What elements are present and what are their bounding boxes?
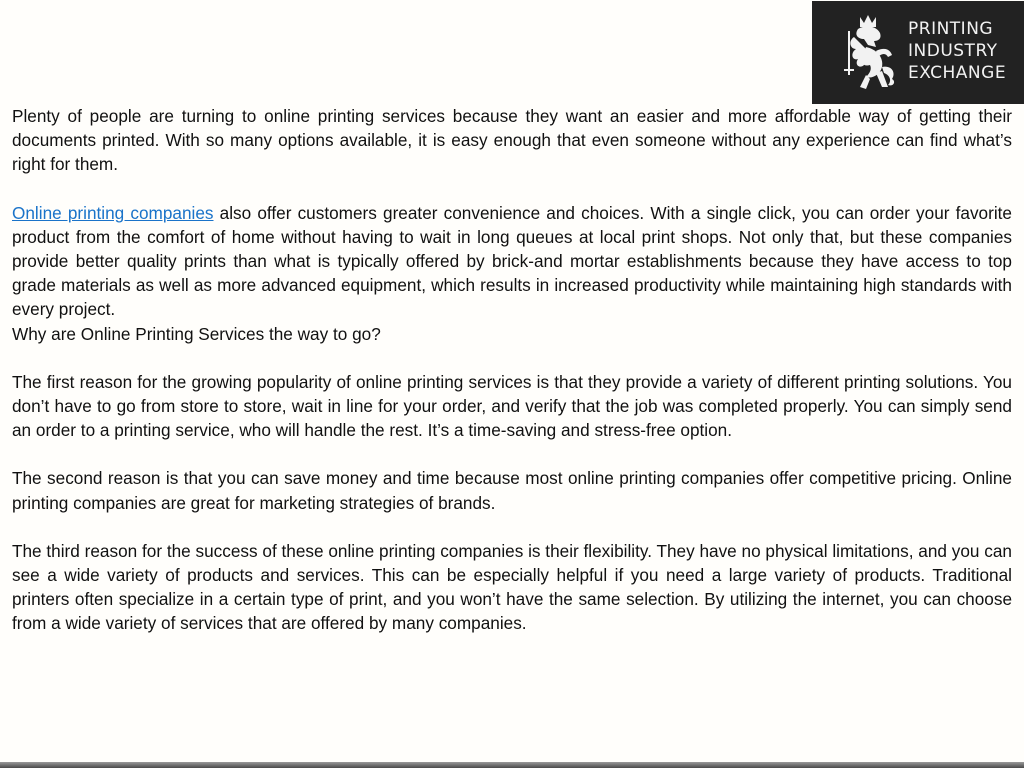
section-heading: Why are Online Printing Services the way to go?: [12, 323, 381, 344]
logo-line-3: EXCHANGE: [908, 63, 1007, 83]
paragraph-online-companies: [12, 201, 1012, 322]
bottom-divider: [0, 762, 1024, 768]
paragraph-first-reason: The first reason for the growing popularity of online printing services is that they provide a variety of different printing solutions. You don’t have to go from store to store, wait in line for your order, and verify that the job was completed properly. You can simply send an order to a printing service, who will handle the rest. It’s a time-saving and stress-free option.: [12, 371, 1012, 441]
logo-line-2: INDUSTRY: [908, 41, 998, 61]
paragraph-intro: Plenty of people are turning to online printing services because they want an easier and more affordable way of getting their documents printed. With so many options available, it is easy enough that even someone without any experience can find what’s right for them.: [12, 106, 1012, 175]
online-printing-companies-link[interactable]: Online printing companies: [12, 202, 214, 223]
logo: [812, 1, 1024, 104]
paragraph-third-reason: The third reason for the success of these online printing companies is their flexibility. They have no physical limitations, and you can see a wide variety of products and services. This can be especially helpful if you need a large variety of products. Traditional printers often specialize in a certain type of print, and you won’t have the same selection. By utilizing the internet, you can choose from a wide variety of services that are offered by many companies.: [12, 540, 1012, 634]
lion-crest-icon: [842, 11, 898, 95]
paragraph-second-reason: The second reason is that you can save money and time because most online printing companies offer competitive pricing. Online printing companies are great for marketing strategies of brands.: [12, 468, 1012, 513]
article-body: [12, 104, 1012, 636]
logo-line-1: PRINTING: [908, 19, 994, 39]
logo-text: [908, 18, 1006, 84]
paragraph-online-companies-text: also offer customers greater convenience and choices. With a single click, you can order your favorite product from the comfort of home without having to wait in long queues at local print shops. Not only that, but these companies provide better quality prints than what is typically offered by brick-and mortar establishments because they have access to top grade materials as well as more advanced equipment, which results in increased productivity while maintaining high standards with every project.: [12, 202, 1012, 320]
